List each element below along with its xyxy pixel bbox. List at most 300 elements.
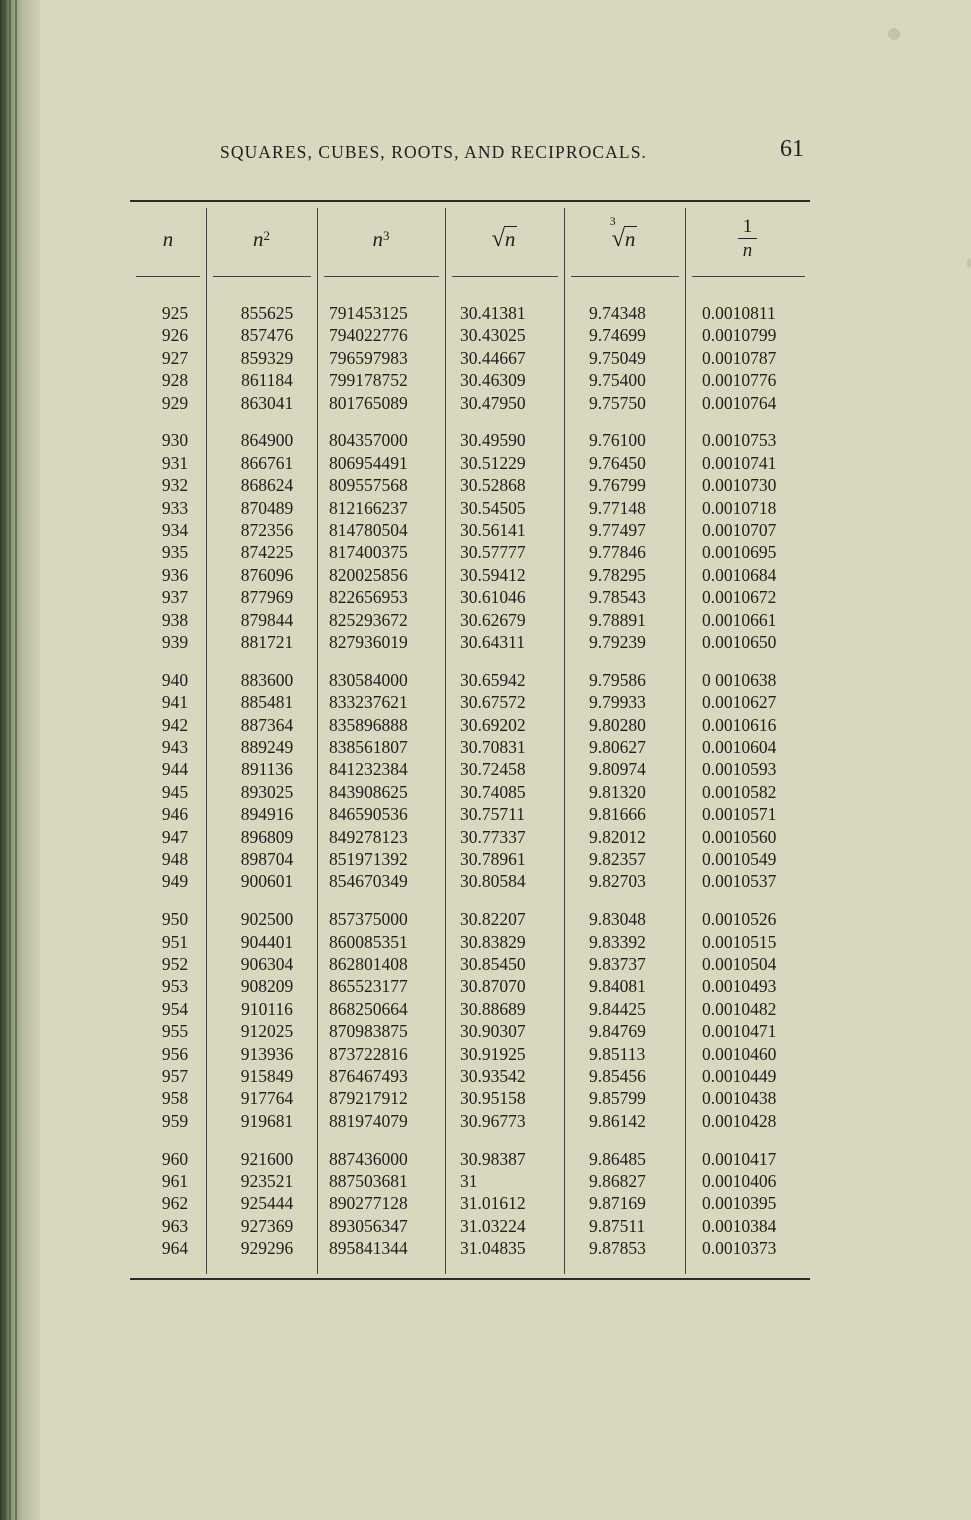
header-sqrt-base: n [504, 226, 516, 251]
cell-cube-root: 9.79586 [589, 669, 646, 690]
cell-reciprocal: 0.0010582 [702, 781, 777, 802]
cell-cube: 806954491 [329, 452, 408, 473]
cell-n: 938 [161, 609, 189, 630]
spine-line [9, 0, 11, 1520]
cell-cube: 860085351 [329, 931, 408, 952]
cell-n: 935 [161, 542, 189, 563]
cell-cube: 817400375 [329, 542, 408, 563]
cell-square: 868624 [240, 475, 294, 496]
cell-cube-root: 9.80627 [589, 737, 646, 758]
cell-n: 954 [161, 998, 189, 1019]
cell-n: 947 [161, 826, 189, 847]
cell-square: 900601 [240, 871, 294, 892]
header-cbrt-index: 3 [609, 213, 616, 228]
cell-cube: 873722816 [329, 1043, 408, 1064]
cell-square: 881721 [240, 631, 294, 652]
table-row [130, 870, 810, 892]
cell-square: 874225 [240, 542, 294, 563]
cell-reciprocal: 0.0010764 [702, 392, 777, 413]
cell-square-root: 30.98387 [460, 1148, 526, 1169]
cell-cube-root: 9.85113 [589, 1043, 646, 1064]
cell-reciprocal: 0.0010493 [702, 976, 777, 997]
cell-reciprocal: 0.0010460 [702, 1043, 777, 1064]
cell-square-root: 30.95158 [460, 1088, 526, 1109]
cell-n: 964 [161, 1238, 189, 1259]
table-row [130, 1087, 810, 1109]
cell-reciprocal: 0.0010604 [702, 737, 777, 758]
table-row [130, 429, 810, 451]
cell-reciprocal: 0.0010560 [702, 826, 777, 847]
cell-n: 939 [161, 631, 189, 652]
table-row [130, 1020, 810, 1042]
table-row [130, 1215, 810, 1237]
cell-cube: 868250664 [329, 998, 408, 1019]
cube-root-symbol: 3 √n [609, 213, 636, 252]
cell-cube-root: 9.85456 [589, 1066, 646, 1086]
table-body [130, 302, 810, 1275]
header-cube-root [564, 202, 685, 276]
cell-cube-root: 9.76450 [589, 452, 646, 473]
table-row [130, 803, 810, 825]
header-rule [324, 276, 439, 277]
table-row [130, 691, 810, 713]
book-spine [0, 0, 40, 1520]
paper-spot [888, 28, 900, 40]
cell-square-root: 30.49590 [460, 430, 526, 451]
cell-cube-root: 9.83048 [589, 909, 646, 930]
table-row [130, 781, 810, 803]
cell-square-root: 30.44667 [460, 347, 526, 368]
table-row [130, 998, 810, 1020]
cell-n: 928 [161, 370, 189, 391]
cell-square-root: 30.74085 [460, 781, 526, 802]
cell-reciprocal: 0.0010549 [702, 848, 777, 869]
table-row [130, 302, 810, 324]
row-group [130, 1148, 810, 1260]
header-cube [317, 202, 445, 276]
cell-reciprocal: 0.0010741 [702, 452, 777, 473]
cell-cube: 846590536 [329, 804, 408, 825]
cell-reciprocal: 0.0010471 [702, 1021, 777, 1042]
cell-square: 877969 [240, 587, 294, 608]
header-square-exp: 2 [263, 228, 270, 243]
cell-square: 876096 [240, 564, 294, 585]
cell-square: 908209 [240, 976, 294, 997]
cell-square-root: 30.61046 [460, 587, 526, 608]
cell-square-root: 30.93542 [460, 1066, 526, 1086]
cell-square-root: 30.67572 [460, 692, 526, 713]
cell-square-root: 30.65942 [460, 669, 526, 690]
cell-square-root: 30.88689 [460, 998, 526, 1019]
cell-n: 958 [161, 1088, 189, 1109]
cell-cube-root: 9.78295 [589, 564, 646, 585]
cell-n: 927 [161, 347, 189, 368]
cell-square: 887364 [240, 714, 294, 735]
cell-n: 960 [161, 1148, 189, 1169]
cell-n: 945 [161, 781, 189, 802]
cell-cube: 851971392 [329, 848, 408, 869]
cell-n: 956 [161, 1043, 189, 1064]
cell-cube: 893056347 [329, 1215, 408, 1236]
cell-reciprocal: 0.0010406 [702, 1171, 777, 1192]
cell-reciprocal: 0.0010695 [702, 542, 777, 563]
cell-cube-root: 9.81666 [589, 804, 646, 825]
cell-square: 913936 [240, 1043, 294, 1064]
cell-square-root: 30.78961 [460, 848, 526, 869]
table-row [130, 347, 810, 369]
paper-spot [967, 258, 971, 268]
page-title: SQUARES, CUBES, ROOTS, AND RECIPROCALS. [220, 142, 648, 162]
cell-square: 855625 [240, 303, 294, 323]
cell-square: 929296 [240, 1238, 294, 1259]
cell-cube-root: 9.87511 [589, 1215, 646, 1236]
cell-square: 857476 [240, 325, 294, 346]
table-row [130, 848, 810, 870]
table-row [130, 474, 810, 496]
cell-cube: 887503681 [329, 1171, 408, 1192]
cell-n: 962 [161, 1193, 189, 1214]
row-group [130, 429, 810, 653]
cell-reciprocal: 0.0010537 [702, 871, 777, 892]
cell-cube: 849278123 [329, 826, 408, 847]
table-row [130, 714, 810, 736]
cell-cube: 822656953 [329, 587, 408, 608]
cell-square: 861184 [241, 370, 293, 391]
cell-n: 941 [161, 692, 189, 713]
cell-cube: 843908625 [329, 781, 408, 802]
cell-cube: 799178752 [329, 370, 408, 391]
page-header [210, 136, 810, 170]
cell-cube: 870983875 [329, 1021, 408, 1042]
cell-square: 859329 [240, 347, 294, 368]
table-row [130, 609, 810, 631]
cell-cube-root: 9.74348 [589, 303, 646, 323]
header-n [130, 202, 206, 276]
cell-cube: 835896888 [329, 714, 408, 735]
cell-reciprocal: 0.0010787 [702, 347, 777, 368]
table-row [130, 586, 810, 608]
table-row [130, 736, 810, 758]
table-row [130, 1170, 810, 1192]
cell-reciprocal: 0.0010672 [702, 587, 777, 608]
cell-n: 944 [161, 759, 189, 780]
cell-square-root: 30.85450 [460, 954, 526, 975]
header-square-base: n [253, 226, 264, 251]
table-row [130, 908, 810, 930]
header-square [206, 202, 317, 276]
cell-square: 906304 [240, 954, 294, 975]
cell-cube: 794022776 [329, 325, 408, 346]
header-cube-exp: 3 [383, 228, 390, 243]
cell-square-root: 30.83829 [460, 931, 526, 952]
table-row [130, 1065, 810, 1087]
cell-cube: 801765089 [329, 392, 408, 413]
cell-reciprocal: 0.0010515 [702, 931, 777, 952]
cell-square-root: 30.64311 [460, 631, 525, 652]
cell-reciprocal: 0.0010373 [702, 1238, 777, 1259]
cell-n: 934 [161, 520, 189, 541]
cell-cube-root: 9.80280 [589, 714, 646, 735]
cell-cube: 827936019 [329, 631, 408, 652]
cell-square: 910116 [241, 998, 293, 1019]
cell-square: 889249 [240, 737, 294, 758]
cell-square: 893025 [240, 781, 294, 802]
cell-square-root: 30.87070 [460, 976, 526, 997]
table-row [130, 931, 810, 953]
header-cube-base: n [372, 226, 383, 251]
cell-n: 959 [161, 1110, 189, 1131]
row-group [130, 908, 810, 1132]
cell-square-root: 30.90307 [460, 1021, 526, 1042]
row-group [130, 669, 810, 893]
cell-square: 870489 [240, 497, 294, 518]
cell-n: 949 [161, 871, 189, 892]
cell-n: 950 [161, 909, 189, 930]
cell-square-root: 31 [460, 1171, 478, 1192]
header-rule [571, 276, 679, 277]
table-row [130, 758, 810, 780]
cell-n: 926 [161, 325, 189, 346]
table-row [130, 1043, 810, 1065]
cell-square: 921600 [240, 1148, 294, 1169]
cell-square: 927369 [240, 1215, 294, 1236]
cell-square-root: 30.91925 [460, 1043, 526, 1064]
cell-cube-root: 9.75400 [589, 370, 646, 391]
cell-n: 952 [161, 954, 189, 975]
cell-n: 936 [161, 564, 189, 585]
cell-n: 963 [161, 1215, 189, 1236]
cell-cube-root: 9.81320 [589, 781, 646, 802]
cell-cube-root: 9.83737 [589, 954, 646, 975]
cell-square-root: 30.56141 [460, 520, 526, 541]
spine-line [15, 0, 17, 1520]
cell-reciprocal: 0.0010650 [702, 631, 777, 652]
cell-square-root: 30.52868 [460, 475, 526, 496]
cell-cube-root: 9.84425 [589, 998, 646, 1019]
cell-cube-root: 9.83392 [589, 931, 646, 952]
cell-cube: 879217912 [329, 1088, 408, 1109]
cell-cube-root: 9.82357 [589, 848, 646, 869]
cell-n: 930 [161, 430, 189, 451]
cell-cube-root: 9.86827 [589, 1171, 646, 1192]
cell-square-root: 30.77337 [460, 826, 526, 847]
cell-cube: 857375000 [329, 909, 408, 930]
cell-cube-root: 9.87853 [589, 1238, 646, 1259]
square-root-symbol: √n [491, 225, 516, 252]
cell-square-root: 31.01612 [460, 1193, 526, 1214]
cell-cube-root: 9.75049 [589, 347, 646, 368]
cell-square: 917764 [240, 1088, 294, 1109]
cell-square: 902500 [240, 909, 294, 930]
cell-n: 955 [161, 1021, 189, 1042]
cell-square-root: 30.96773 [460, 1110, 526, 1131]
cell-square: 883600 [240, 669, 294, 690]
cell-cube: 809557568 [329, 475, 408, 496]
cell-cube: 820025856 [329, 564, 408, 585]
cell-square: 923521 [240, 1171, 294, 1192]
cell-square: 864900 [240, 430, 294, 451]
cell-cube-root: 9.82703 [589, 871, 646, 892]
cell-reciprocal: 0.0010428 [702, 1110, 777, 1131]
table-row [130, 324, 810, 346]
cell-cube-root: 9.85799 [589, 1088, 646, 1109]
cell-square-root: 30.54505 [460, 497, 526, 518]
cell-cube: 887436000 [329, 1148, 408, 1169]
cell-square: 894916 [240, 804, 294, 825]
cell-cube-root: 9.77497 [589, 520, 646, 541]
cell-square: 915849 [240, 1066, 294, 1086]
cell-square-root: 31.03224 [460, 1215, 526, 1236]
cell-reciprocal: 0.0010627 [702, 692, 777, 713]
page-number: 61 [780, 136, 804, 162]
cell-cube: 833237621 [329, 692, 408, 713]
cell-square-root: 30.82207 [460, 909, 526, 930]
cell-reciprocal: 0.0010811 [702, 303, 776, 323]
cell-reciprocal: 0.0010799 [702, 325, 777, 346]
cell-cube: 895841344 [329, 1238, 408, 1259]
cell-cube-root: 9.80974 [589, 759, 646, 780]
table-row [130, 564, 810, 586]
cell-square: 919681 [240, 1110, 294, 1131]
cell-square-root: 30.57777 [460, 542, 526, 563]
cell-square-root: 30.70831 [460, 737, 526, 758]
cell-cube-root: 9.78543 [589, 587, 646, 608]
cell-n: 948 [161, 848, 189, 869]
cell-n: 953 [161, 976, 189, 997]
cell-n: 943 [161, 737, 189, 758]
cell-n: 929 [161, 392, 189, 413]
header-n-label: n [162, 226, 174, 251]
header-rule [136, 276, 200, 277]
cell-square-root: 30.75711 [460, 804, 525, 825]
cell-square-root: 30.51229 [460, 452, 526, 473]
cell-n: 933 [161, 497, 189, 518]
cell-cube-root: 9.87169 [589, 1193, 646, 1214]
cell-cube-root: 9.77148 [589, 497, 646, 518]
header-rule [452, 276, 558, 277]
cell-square-root: 31.04835 [460, 1238, 526, 1259]
header-reciprocal [685, 202, 810, 276]
cell-cube-root: 9.77846 [589, 542, 646, 563]
cell-reciprocal: 0.0010684 [702, 564, 777, 585]
table-row [130, 669, 810, 691]
cell-cube-root: 9.79239 [589, 631, 646, 652]
cell-reciprocal: 0.0010395 [702, 1193, 777, 1214]
table-row [130, 392, 810, 414]
header-square-root [445, 202, 564, 276]
reciprocal-fraction [738, 216, 758, 263]
cell-n: 946 [161, 804, 189, 825]
cell-n: 931 [161, 452, 189, 473]
math-table [130, 200, 810, 1280]
cell-cube: 830584000 [329, 669, 408, 690]
table-row [130, 1192, 810, 1214]
cell-square: 872356 [240, 520, 294, 541]
cell-square-root: 30.46309 [460, 370, 526, 391]
cell-square-root: 30.43025 [460, 325, 526, 346]
cell-square: 891136 [241, 759, 293, 780]
cell-n: 925 [161, 303, 189, 323]
cell-cube: 791453125 [329, 303, 408, 323]
cell-square-root: 30.47950 [460, 392, 526, 413]
cell-reciprocal: 0.0010730 [702, 475, 777, 496]
cell-cube-root: 9.78891 [589, 609, 646, 630]
cell-n: 961 [161, 1171, 189, 1192]
cell-square: 898704 [240, 848, 294, 869]
cell-square-root: 30.59412 [460, 564, 526, 585]
cell-square: 863041 [240, 392, 294, 413]
table-row [130, 953, 810, 975]
cell-square: 885481 [240, 692, 294, 713]
cell-cube: 838561807 [329, 737, 408, 758]
cell-cube-root: 9.74699 [589, 325, 646, 346]
cell-cube-root: 9.76100 [589, 430, 646, 451]
header-cbrt-base: n [624, 226, 636, 251]
cell-square-root: 30.41381 [460, 303, 526, 323]
table-row [130, 452, 810, 474]
cell-cube: 890277128 [329, 1193, 408, 1214]
header-recip-den: n [742, 239, 753, 261]
table-row [130, 975, 810, 997]
cell-reciprocal: 0.0010449 [702, 1066, 777, 1086]
cell-reciprocal: 0.0010593 [702, 759, 777, 780]
cell-reciprocal: 0.0010384 [702, 1215, 777, 1236]
cell-cube: 804357000 [329, 430, 408, 451]
cell-n: 942 [161, 714, 189, 735]
table-row [130, 826, 810, 848]
table-row [130, 1237, 810, 1259]
cell-square: 879844 [240, 609, 294, 630]
cell-reciprocal: 0.0010776 [702, 370, 777, 391]
cell-reciprocal: 0.0010438 [702, 1088, 777, 1109]
cell-square: 912025 [240, 1021, 294, 1042]
header-rule [213, 276, 311, 277]
cell-square: 925444 [240, 1193, 294, 1214]
cell-n: 940 [161, 669, 189, 690]
table-row [130, 497, 810, 519]
cell-cube: 814780504 [329, 520, 408, 541]
cell-n: 951 [161, 931, 189, 952]
cell-cube-root: 9.84769 [589, 1021, 646, 1042]
cell-reciprocal: 0.0010707 [702, 520, 777, 541]
cell-cube: 876467493 [329, 1066, 408, 1086]
table-row [130, 519, 810, 541]
cell-reciprocal: 0.0010417 [702, 1148, 777, 1169]
cell-reciprocal: 0.0010753 [702, 430, 777, 451]
cell-square: 866761 [240, 452, 294, 473]
cell-reciprocal: 0.0010718 [702, 497, 777, 518]
cell-reciprocal: 0.0010526 [702, 909, 777, 930]
row-group [130, 302, 810, 414]
cell-square-root: 30.62679 [460, 609, 526, 630]
cell-cube-root: 9.76799 [589, 475, 646, 496]
cell-cube-root: 9.75750 [589, 392, 646, 413]
header-recip-num: 1 [738, 216, 758, 239]
cell-square-root: 30.72458 [460, 759, 526, 780]
table-row [130, 1110, 810, 1132]
cell-reciprocal: 0.0010661 [702, 609, 777, 630]
cell-cube: 854670349 [329, 871, 408, 892]
cell-cube: 862801408 [329, 954, 408, 975]
cell-square-root: 30.80584 [460, 871, 526, 892]
cell-cube-root: 9.84081 [589, 976, 646, 997]
cell-reciprocal: 0.0010504 [702, 954, 777, 975]
cell-cube-root: 9.82012 [589, 826, 646, 847]
cell-reciprocal: 0.0010482 [702, 998, 777, 1019]
cell-reciprocal: 0 0010638 [702, 669, 777, 690]
table-row [130, 369, 810, 391]
header-rule [692, 276, 805, 277]
